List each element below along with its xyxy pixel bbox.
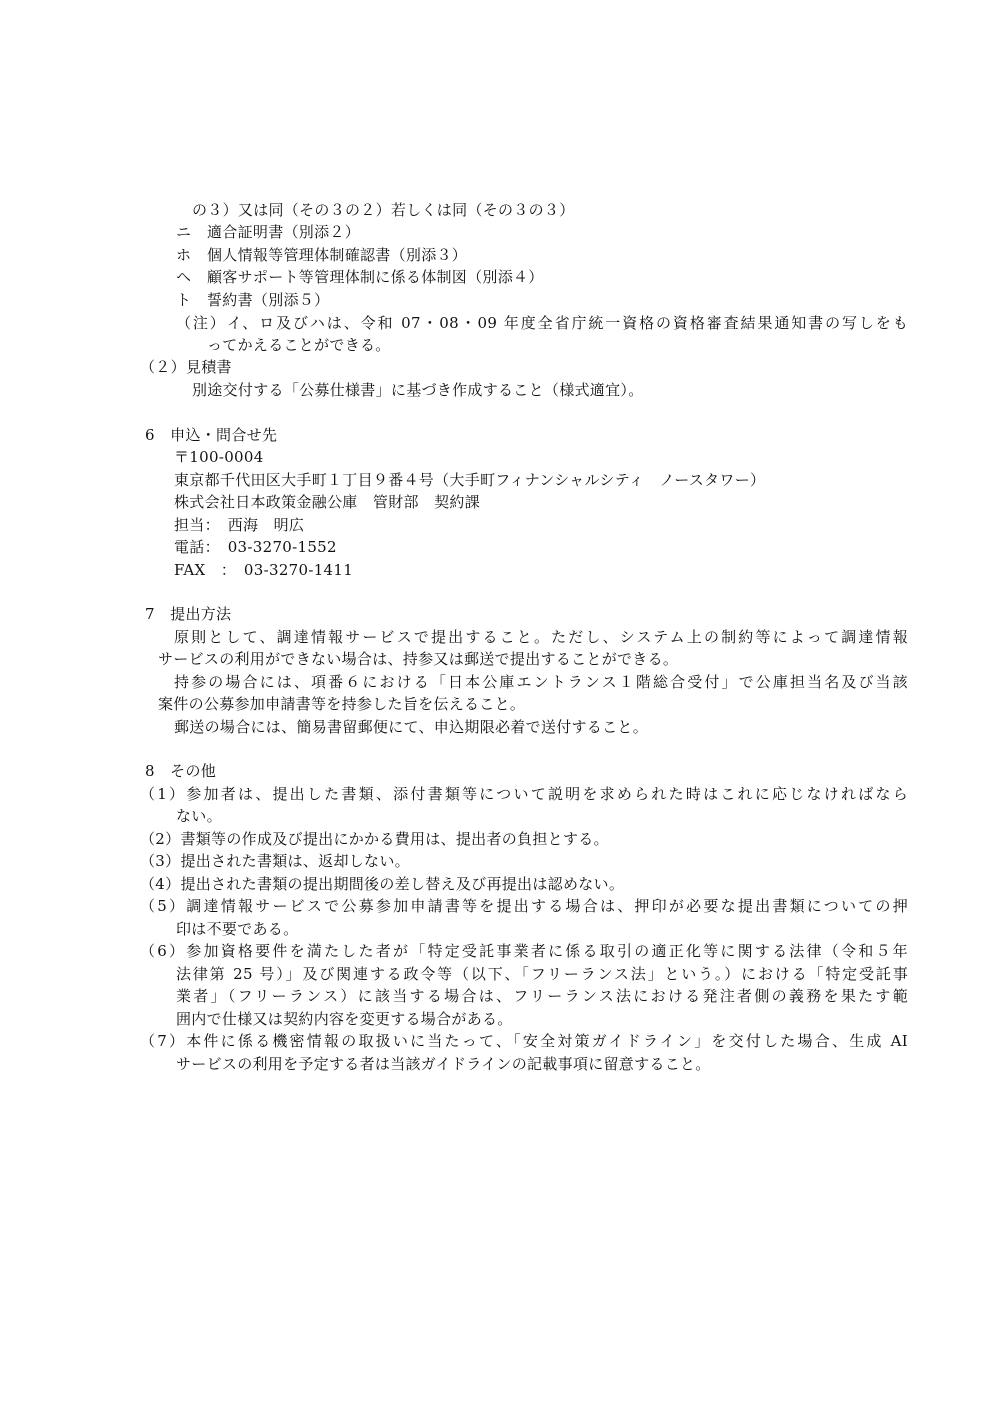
item5-to-mark: ト bbox=[176, 291, 192, 309]
item5-ho-mark: ホ bbox=[176, 246, 192, 264]
section6-fax: FAX ： 03-3270-1411 bbox=[174, 561, 354, 579]
section6-heading: 6 申込・問合せ先 bbox=[145, 426, 278, 444]
item5-ho-text: 個人情報等管理体制確認書（別添３） bbox=[207, 246, 468, 264]
section8-heading: 8 その他 bbox=[145, 762, 217, 780]
estimate-heading: （２）見積書 bbox=[140, 358, 232, 376]
estimate-text: 別途交付する「公募仕様書」に基づき作成すること（様式適宜）。 bbox=[192, 381, 644, 399]
item5-to-text: 誓約書（別添５） bbox=[207, 291, 330, 309]
section8-item5-line2: 印は不要である。 bbox=[176, 920, 299, 938]
item5-ni-mark: ニ bbox=[176, 223, 192, 241]
section7-p3: 郵送の場合には、簡易書留郵便にて、申込期限必着で送付すること。 bbox=[174, 718, 649, 736]
section8-item4: （4）提出された書類の提出期間後の差し替え及び再提出は認めない。 bbox=[140, 875, 625, 893]
section6-contact: 担当： 西海 明広 bbox=[174, 516, 305, 534]
item5-he-text: 顧客サポート等管理体制に係る体制図（別添４） bbox=[207, 268, 544, 286]
section6-phone: 電話： 03-3270-1552 bbox=[174, 538, 337, 556]
section7-heading: 7 提出方法 bbox=[145, 605, 232, 623]
item5-ni-text: 適合証明書（別添２） bbox=[207, 223, 361, 241]
section7-p1-line2: サービスの利用ができない場合は、持参又は郵送で提出することができる。 bbox=[158, 650, 679, 668]
section6-organization: 株式会社日本政策金融公庫 管財部 契約課 bbox=[174, 493, 481, 511]
section8-item7-line2: サービスの利用を予定する者は当該ガイドラインの記載事項に留意すること。 bbox=[176, 1055, 711, 1073]
section8-item6-line3: 業者」（フリーランス）に該当する場合は、フリーランス法における発注者側の義務を果たす範 bbox=[176, 987, 908, 1005]
section8-item2: （2）書類等の作成及び提出にかかる費用は、提出者の負担とする。 bbox=[140, 830, 609, 848]
section8-item6-line4: 囲内で仕様又は契約内容を変更する場合がある。 bbox=[176, 1010, 513, 1028]
item5-he-mark: ヘ bbox=[176, 268, 192, 286]
section7-p2-line2: 案件の公募参加申請書等を持参した旨を伝えること。 bbox=[158, 695, 526, 713]
section8-item1-line2: ない。 bbox=[176, 807, 222, 825]
section7-p2-line1: 持参の場合には、項番６における「日本公庫エントランス１階総合受付」で公庫担当名及び当該 bbox=[174, 673, 908, 691]
section8-item5-line1: （5）調達情報サービスで公募参加申請書等を提出する場合は、押印が必要な提出書類についての押 bbox=[140, 897, 908, 915]
section8-item6-line1: （6）参加資格要件を満たした者が「特定受託事業者に係る取引の適正化等に関する法律（令和５年 bbox=[140, 942, 908, 960]
item5-continuation: の３）又は同（その３の２）若しくは同（その３の３） bbox=[192, 201, 575, 219]
section6-address: 東京都千代田区大手町１丁目９番４号（大手町フィナンシャルシティ ノースタワー） bbox=[174, 471, 766, 489]
section7-p1-line1: 原則として、調達情報サービスで提出すること。ただし、システム上の制約等によって調達情報 bbox=[174, 628, 908, 646]
item5-note-line2: ってかえることができる。 bbox=[207, 336, 391, 354]
section8-item6-line2: 法律第 25 号）」及び関連する政令等（以下、「フリーランス法」という。）における「特定受託事 bbox=[176, 965, 908, 983]
section8-item7-line1: （7）本件に係る機密情報の取扱いに当たって、「安全対策ガイドライン」を交付した場合、生成 AI bbox=[140, 1032, 908, 1050]
section8-item1-line1: （1）参加者は、提出した書類、添付書類等について説明を求められた時はこれに応じなければなら bbox=[140, 785, 908, 803]
section6-postal: 〒100-0004 bbox=[174, 448, 264, 466]
section8-item3: （3）提出された書類は、返却しない。 bbox=[140, 852, 410, 870]
item5-note-line1: （注）イ、ロ及びハは、令和 07・08・09 年度全省庁統一資格の資格審査結果通知書の写しをも bbox=[176, 314, 908, 332]
